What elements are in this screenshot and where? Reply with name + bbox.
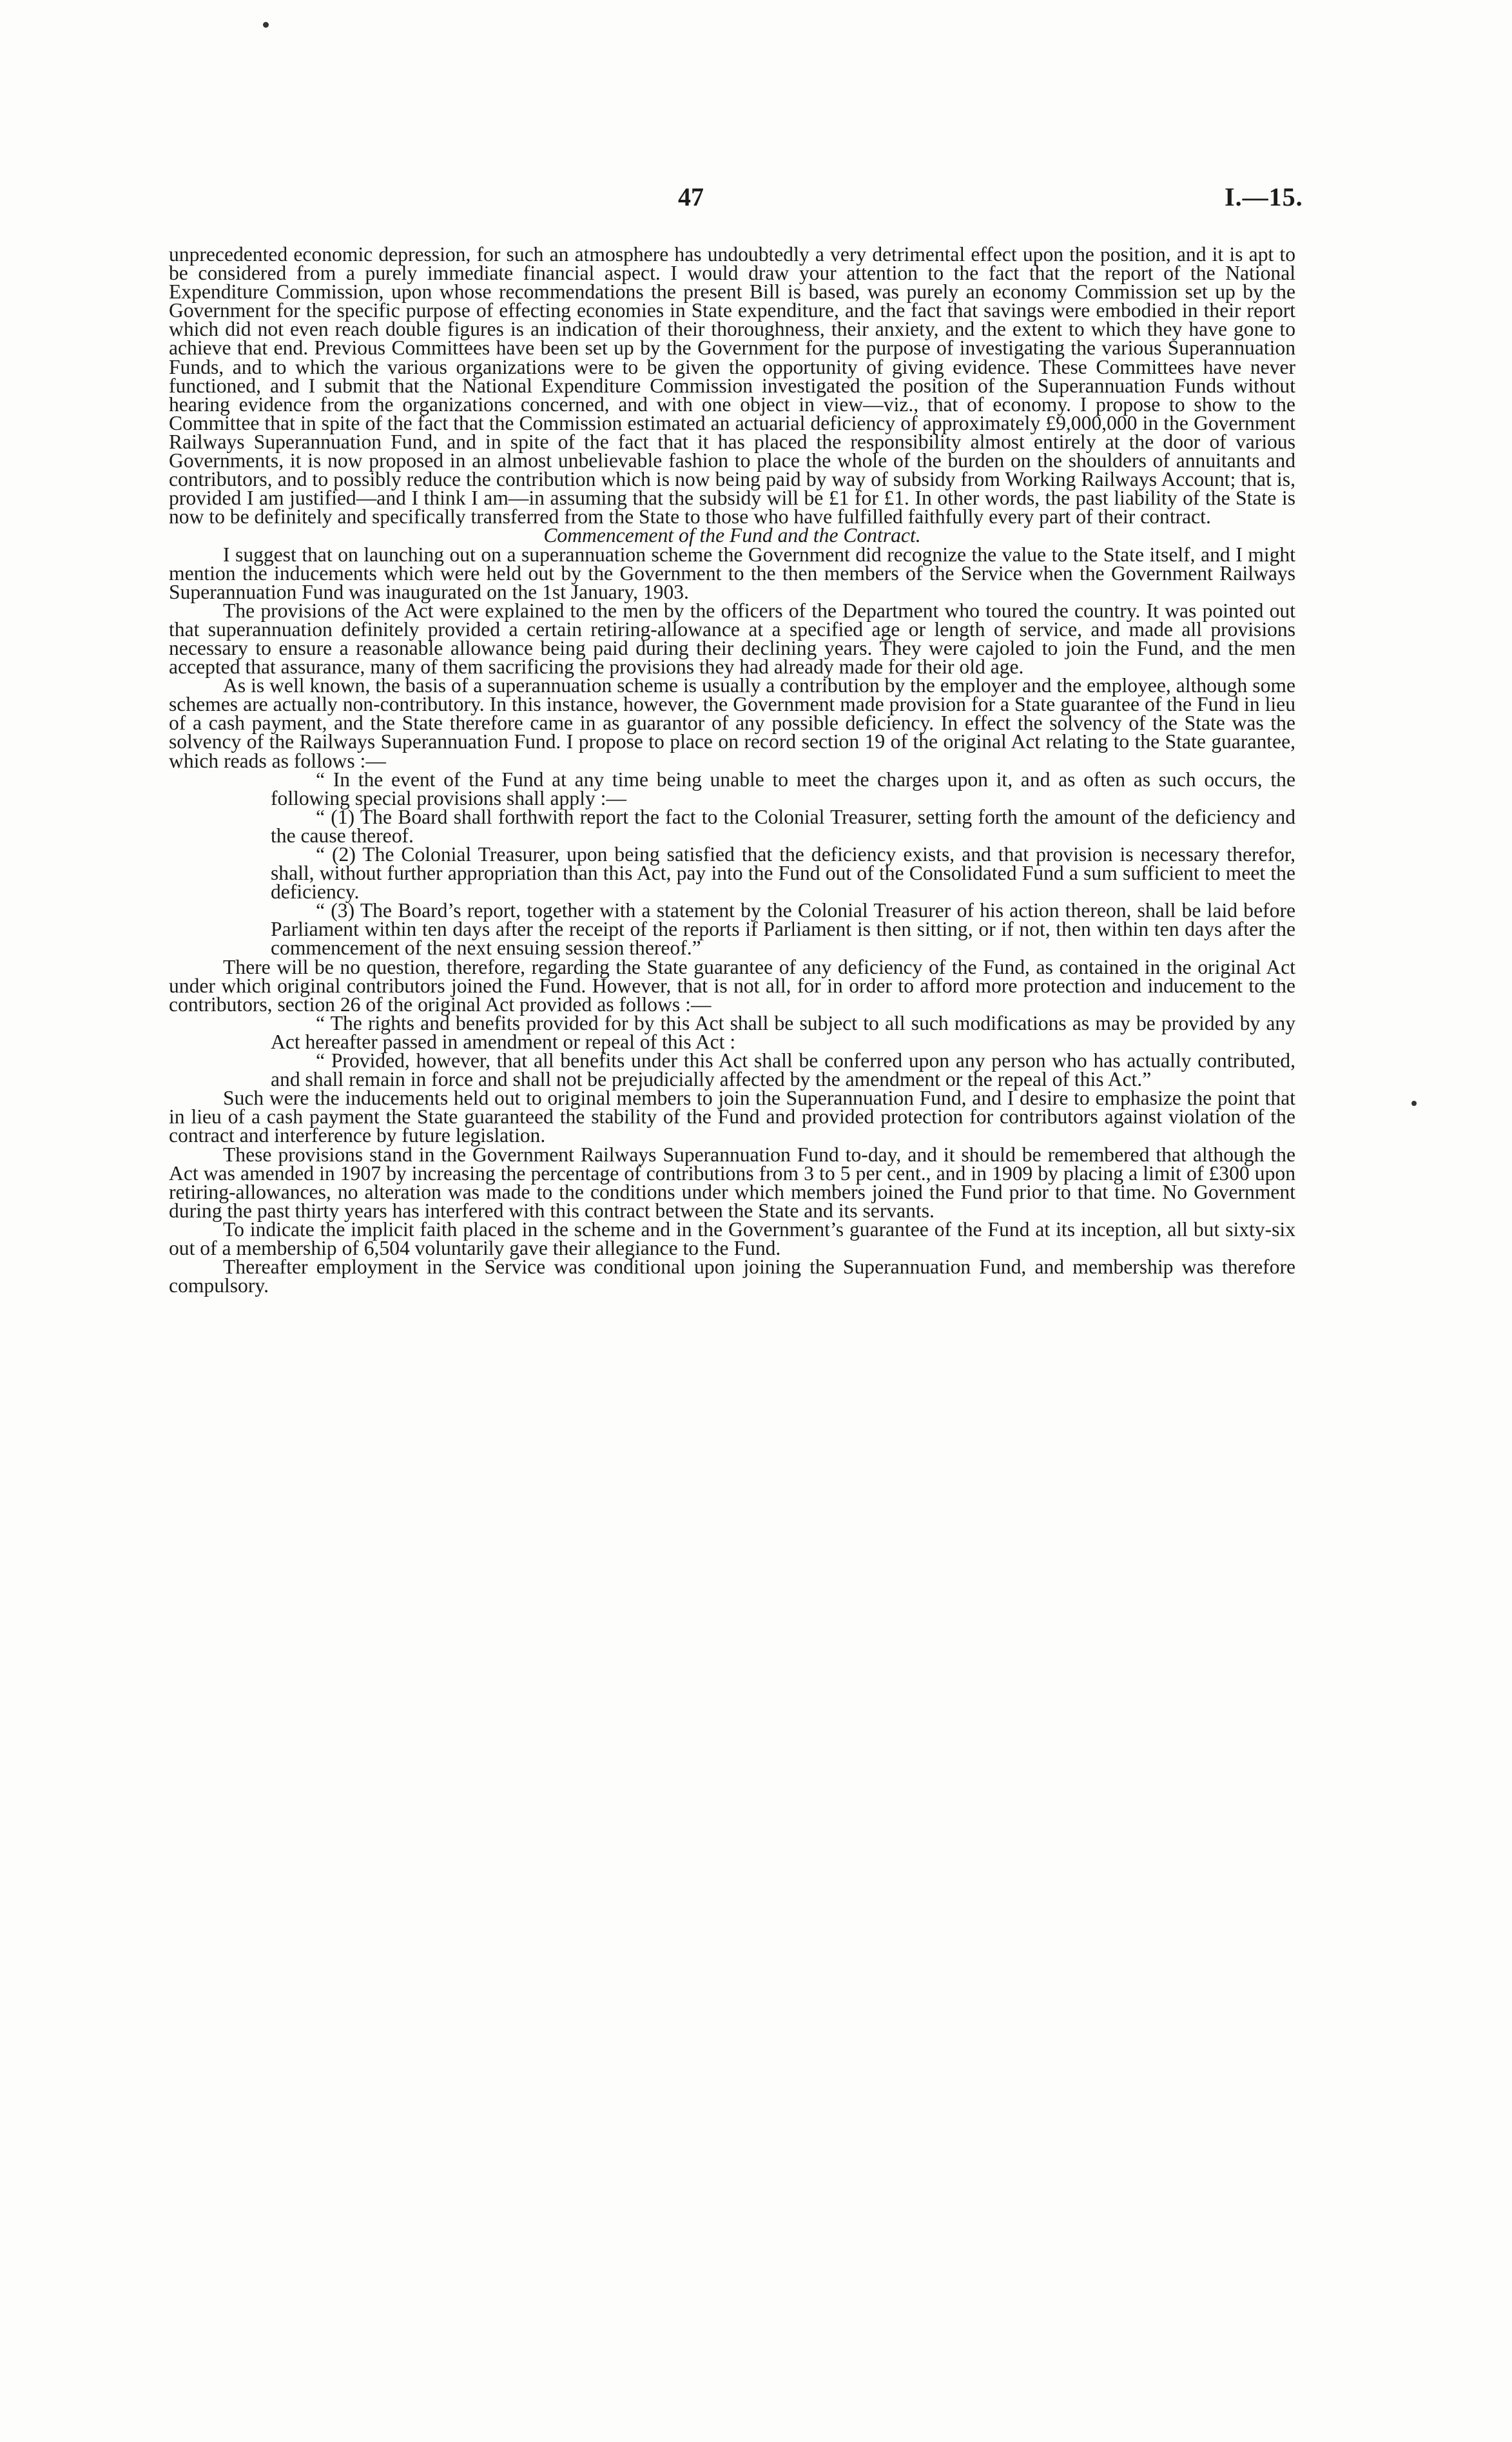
paragraph: To indicate the implicit faith placed in the scheme and in the Government’s guarantee of the Fund at its inception, all but sixty-six out of a membership of 6,504 voluntarily gave their allegiance to the Fund.: [169, 1217, 1295, 1259]
paper-reference: I.—15.: [1225, 182, 1303, 211]
quote-paragraph: “ In the event of the Fund at any time being unable to meet the charges upon it, and as often as such occurs, the following special provisions shall apply :—: [271, 768, 1295, 809]
scan-speck: [263, 22, 269, 28]
block-quote-section-26: [271, 1011, 1295, 1091]
page-number: 47: [678, 182, 704, 211]
block-quote-section-19: [271, 770, 1295, 958]
paragraph: The provisions of the Act were explained to the men by the officers of the Department who toured the country. It was pointed out that superannuation definitely provided a certain retiring-allowance at a specified age or length of service, and made all provisions necessary to ensure a reasonable allowance being paid during their declining years. They were cajoled to join the Fund, and the men accepted that assurance, many of them sacrificing the provisions they had already made for their old age.: [169, 599, 1295, 679]
quote-paragraph: “ (2) The Colonial Treasurer, upon being satisfied that the deficiency exists, and that provision is necessary therefor, shall, without further appropriation than this Act, pay into the Fund out of the Consolidated Fund a sum sufficient to meet the deficiency.: [271, 843, 1295, 904]
body-text: [169, 245, 1295, 1295]
quote-paragraph: “ (3) The Board’s report, together with a statement by the Colonial Treasurer of his action thereon, shall be laid before Parliament within ten days after the receipt of the reports if Parliament is then sitting, or if not, then within ten days after the commencement of the next ensuing session thereof.”: [271, 899, 1295, 960]
paragraph: As is well known, the basis of a superannuation scheme is usually a contribution by the employer and the employee, although some schemes are actually non-contributory. In this instance, however, the Government made provision for a State guarantee of the Fund in lieu of a cash payment, and the State therefore came in as guarantor of any possible deficiency. In effect the solvency of the State was the solvency of the Railways Superannuation Fund. I propose to place on record section 19 of the original Act relating to the State guarantee, which reads as follows :—: [169, 674, 1295, 772]
scan-speck: [1411, 1101, 1417, 1106]
quote-paragraph: “ (1) The Board shall forthwith report the fact to the Colonial Treasurer, setting forth the amount of the deficiency and the cause thereof.: [271, 805, 1295, 847]
section-heading: Commencement of the Fund and the Contract.: [543, 524, 921, 547]
page-header: [0, 182, 1512, 220]
paragraph: There will be no question, therefore, regarding the State guarantee of any deficiency of the Fund, as contained in the original Act under which original contributors joined the Fund. However, that is not all, for in order to afford more protection and inducement to the contributors, section 26 of the original Act provided as follows :—: [169, 955, 1295, 1016]
quote-paragraph: “ The rights and benefits provided for by this Act shall be subject to all such modifications as may be provided by any Act hereafter passed in amendment or repeal of this Act :: [271, 1011, 1295, 1053]
paragraph: These provisions stand in the Government Railways Superannuation Fund to-day, and it should be remembered that although the Act was amended in 1907 by increasing the percentage of contributions from 3 to 5 per cent., and in 1909 by placing a limit of £300 upon retiring-allowances, no alteration was made to the conditions under which members joined the Fund prior to that time. No Government during the past thirty years has interfered with this contract between the State and its servants.: [169, 1143, 1295, 1222]
paragraph: Such were the inducements held out to original members to join the Superannuation Fund, and I desire to emphasize the point that in lieu of a cash payment the State guaranteed the stability of the Fund and provided protection for contributors against violation of the contract and interference by future legislation.: [169, 1087, 1295, 1147]
paragraph: I suggest that on launching out on a superannuation scheme the Government did recognize the value to the State itself, and I might mention the inducements which were held out by the Government to the then members of the Service when the Government Railways Superannuation Fund was inaugurated on the 1st January, 1903.: [169, 543, 1295, 603]
paragraph: Thereafter employment in the Service was conditional upon joining the Superannuation Fund, and membership was therefore compulsory.: [169, 1255, 1295, 1297]
paragraph: unprecedented economic depression, for such an atmosphere has undoubtedly a very detrimental effect upon the position, and it is apt to be considered from a purely immediate financial aspect. I would draw your attention to the fact that the report of the National Expenditure Commission, upon whose recommendations the present Bill is based, was purely an economy Commission set up by the Government for the specific purpose of effecting economies in State expenditure, and the fact that savings were embodied in their report which did not even reach double figures is an indication of their thoroughness, their anxiety, and the extent to which they have gone to achieve that end. Previous Committees have been set up by the Government for the purpose of investigating the various Superannuation Funds, and to which the various organizations were to be given the opportunity of giving evidence. These Committees have never functioned, and I submit that the National Expenditure Commission investigated the position of the Superannuation Funds without hearing evidence from the organizations concerned, and with one object in view—viz., that of economy. I propose to show to the Committee that in spite of the fact that the Commission estimated an actuarial deficiency of approximately £9,000,000 in the Government Railways Superannuation Fund, and in spite of the fact that it has placed the responsibility almost entirely at the door of various Governments, it is now proposed in an almost unbelievable fashion to place the whole of the burden on the shoulders of annuitants and contributors, and to possibly reduce the contribution which is now being paid by way of subsidy from Working Railways Account; that is, provided I am justified—and I think I am—in assuming that the subsidy will be £1 for £1. In other words, the past liability of the State is now to be definitely and specifically transferred from the State to those who have fulfilled faithfully every part of their contract.: [169, 243, 1295, 528]
quote-paragraph: “ Provided, however, that all benefits under this Act shall be conferred upon any person who has actually contributed, and shall remain in force and shall not be prejudicially affected by the amendment or the repeal of this Act.”: [271, 1049, 1295, 1091]
